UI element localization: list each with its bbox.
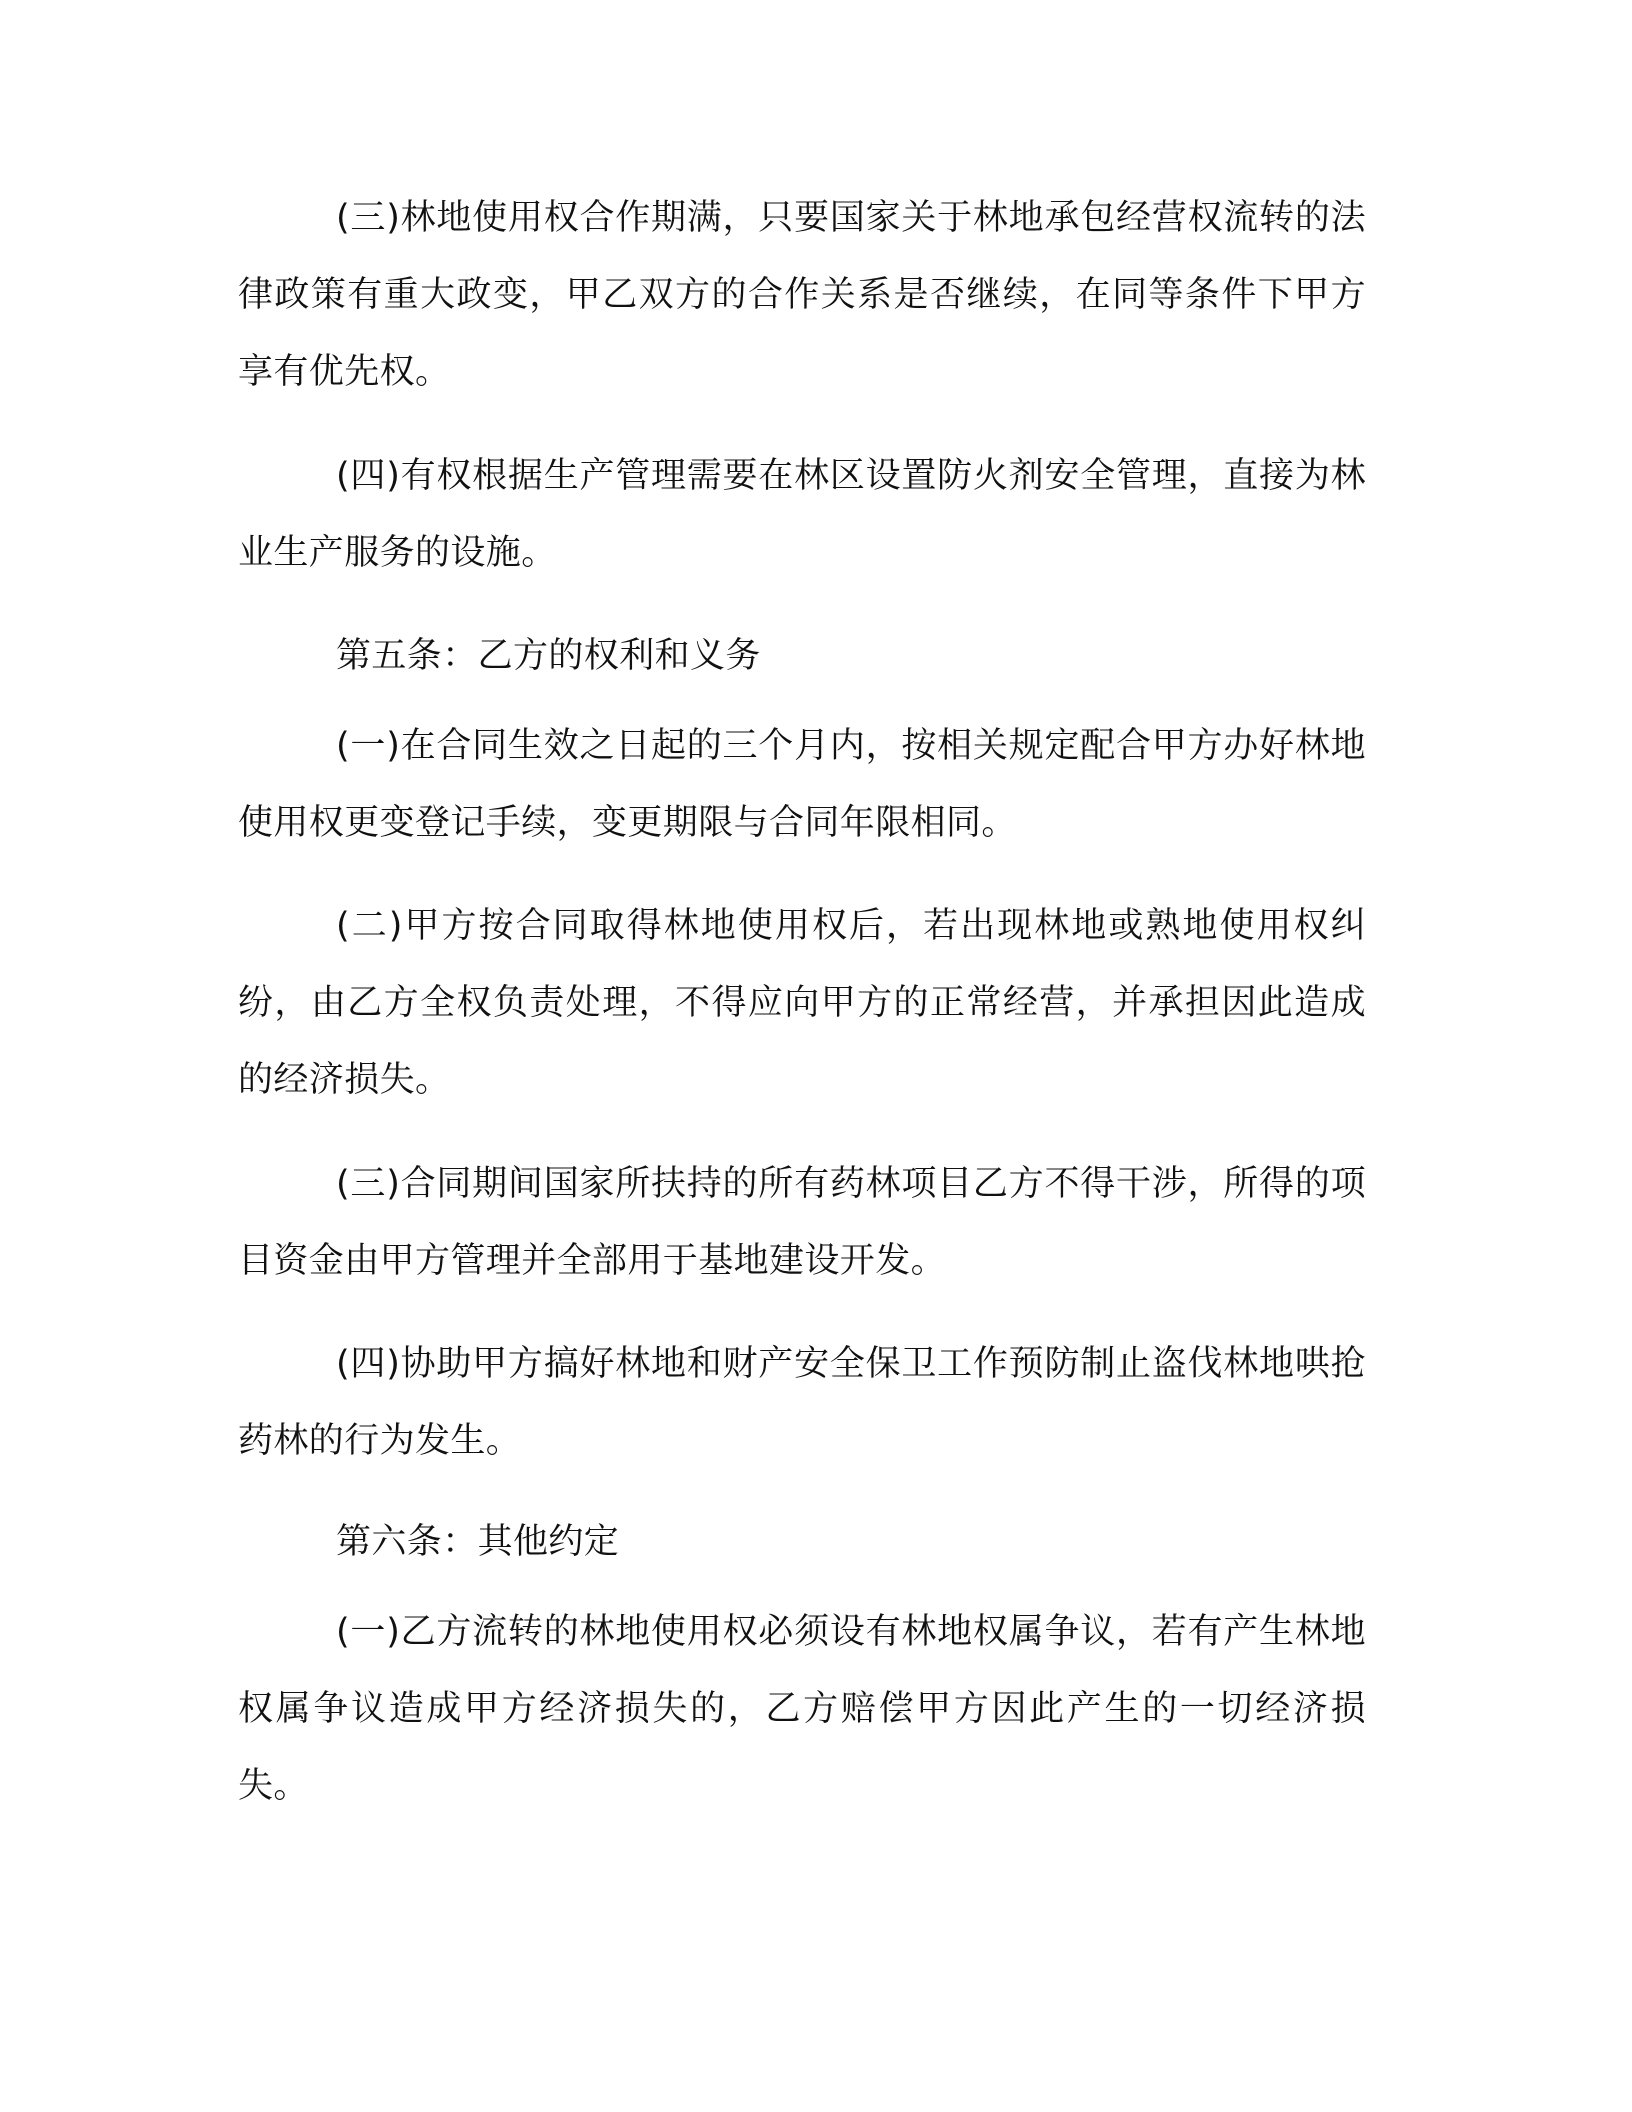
- paragraph-fire-safety-facilities: (四)有权根据生产管理需要在林区设置防火剂安全管理，直接为林业生产服务的设施。: [238, 456, 1366, 573]
- paragraph-ownership-dispute: (一)乙方流转的林地使用权必须设有林地权属争议，若有产生林地权属争议造成甲方经济损失的，乙方赔偿甲方因此产生的一切经济损失。: [238, 1612, 1366, 1806]
- paragraph-dispute-handling: (二)甲方按合同取得林地使用权后，若出现林地或熟地使用权纠纷，由乙方全权负责处理，不得应向甲方的正常经营，并承担因此造成的经济损失。: [238, 906, 1366, 1100]
- paragraph-contract-term-priority: (三)林地使用权合作期满，只要国家关于林地承包经营权流转的法律政策有重大政变，甲乙双方的合作关系是否继续，在同等条件下甲方享有优先权。: [238, 198, 1366, 392]
- paragraph-project-funds: (三)合同期间国家所扶持的所有药林项目乙方不得干涉，所得的项目资金由甲方管理并全部用于基地建设开发。: [238, 1164, 1366, 1281]
- heading-article-six: 第六条：其他约定: [336, 1522, 620, 1562]
- heading-article-five: 第五条：乙方的权利和义务: [336, 636, 761, 676]
- paragraph-security-protection: (四)协助甲方搞好林地和财产安全保卫工作预防制止盗伐林地哄抢药林的行为发生。: [238, 1344, 1366, 1461]
- paragraph-registration-procedures: (一)在合同生效之日起的三个月内，按相关规定配合甲方办好林地使用权更变登记手续，变更期限与合同年限相同。: [238, 726, 1366, 843]
